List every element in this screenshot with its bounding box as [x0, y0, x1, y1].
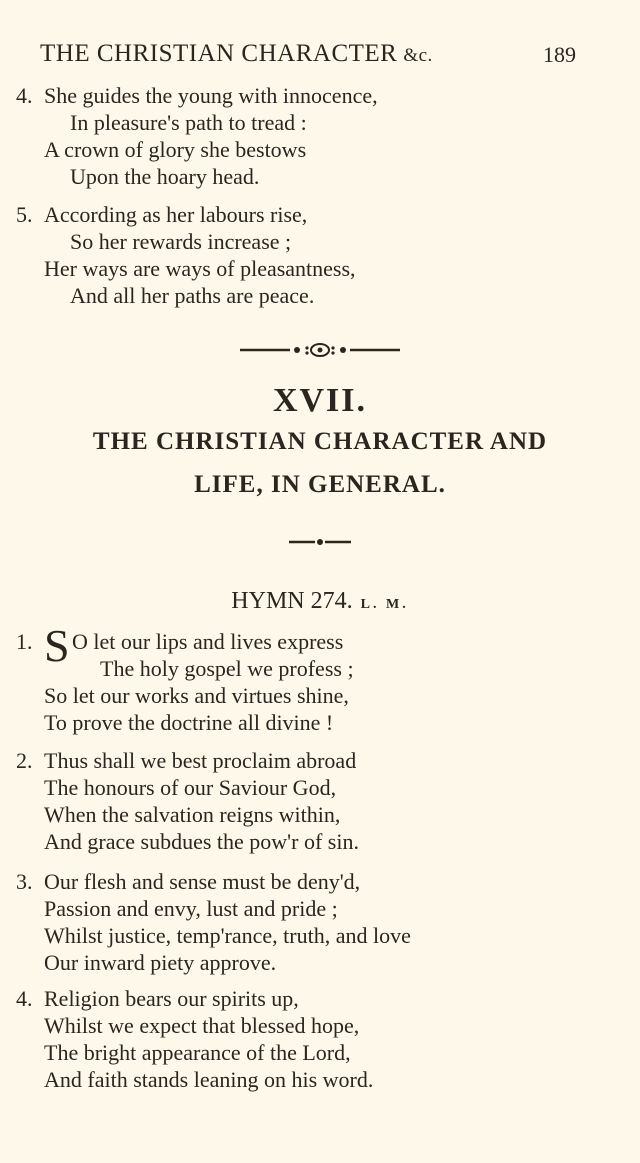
small-divider-graphic: [285, 532, 355, 552]
verse-line: In pleasure's path to tread :: [70, 110, 307, 135]
running-head-abbr: &c.: [403, 45, 433, 66]
hymn-verse-2: [16, 747, 359, 855]
verse-number: 4.: [16, 986, 33, 1011]
verse-line: So let our works and virtues shine,: [44, 683, 349, 708]
verse-number: 3.: [16, 869, 33, 894]
verse-number: 5.: [16, 202, 33, 227]
verse-line: So her rewards increase ;: [70, 229, 292, 254]
page-number: 189: [543, 42, 576, 67]
hymn-title: HYMN 274.: [231, 588, 353, 614]
verse-line: To prove the doctrine all divine !: [44, 710, 334, 735]
drop-cap: S: [44, 620, 70, 671]
hymn-verse-3: [16, 868, 411, 976]
verse-line: [16, 985, 373, 1012]
verse-line: [16, 868, 411, 895]
hymn-verse-4: [16, 985, 373, 1093]
verse-line: A crown of glory she bestows: [44, 137, 307, 162]
ornament-divider-graphic: [235, 340, 405, 360]
verse-line: Passion and envy, lust and pride ;: [44, 896, 338, 921]
verse-line: [16, 747, 359, 774]
verse-line: Our inward piety approve.: [44, 950, 277, 975]
verse-line: When the salvation reigns within,: [44, 802, 341, 827]
verse-text: Our flesh and sense must be deny'd,: [44, 869, 361, 894]
verse-line: The bright appearance of the Lord,: [44, 1040, 351, 1065]
verse-line: The honours of our Saviour God,: [44, 775, 337, 800]
verse-number: 1.: [16, 629, 33, 654]
verse-line: The holy gospel we profess ;: [100, 656, 354, 681]
ornament-divider-icon: [0, 340, 640, 360]
verse-line: And grace subdues the pow'r of sin.: [44, 829, 359, 854]
running-head: [40, 40, 580, 74]
verse-line: Upon the hoary head.: [70, 164, 260, 189]
verse-line: Her ways are ways of pleasantness,: [44, 256, 356, 281]
hymn-heading: [0, 588, 640, 615]
verse-text: Thus shall we best proclaim abroad: [44, 748, 357, 773]
verse-line: Whilst justice, temp'rance, truth, and love: [44, 923, 411, 948]
verse-line: And faith stands leaning on his word.: [44, 1067, 374, 1092]
verse-line: [16, 82, 378, 109]
verse-text: Religion bears our spirits up,: [44, 986, 299, 1011]
running-head-title: [40, 40, 433, 68]
section-number: XVII.: [272, 382, 368, 419]
verse-number: 4.: [16, 83, 33, 108]
verse-continued-5: [16, 201, 356, 309]
verse-number: 2.: [16, 748, 33, 773]
hymn-verse-1: [16, 620, 354, 736]
verse-line: [16, 201, 356, 228]
section-title-line-1: THE CHRISTIAN CHARACTER AND: [92, 428, 548, 455]
section-title-line-2: LIFE, IN GENERAL.: [194, 471, 446, 498]
running-head-title-text: THE CHRISTIAN CHARACTER: [40, 40, 398, 67]
verse-line: And all her paths are peace.: [70, 283, 315, 308]
small-divider-icon: [0, 532, 640, 552]
verse-text: She guides the young with innocence,: [44, 83, 378, 108]
verse-text: O let our lips and lives express: [72, 629, 344, 654]
hymn-meter: L. M.: [360, 597, 409, 612]
verse-continued-4: [16, 82, 378, 190]
verse-text: According as her labours rise,: [44, 202, 308, 227]
verse-line: Whilst we expect that blessed hope,: [44, 1013, 360, 1038]
